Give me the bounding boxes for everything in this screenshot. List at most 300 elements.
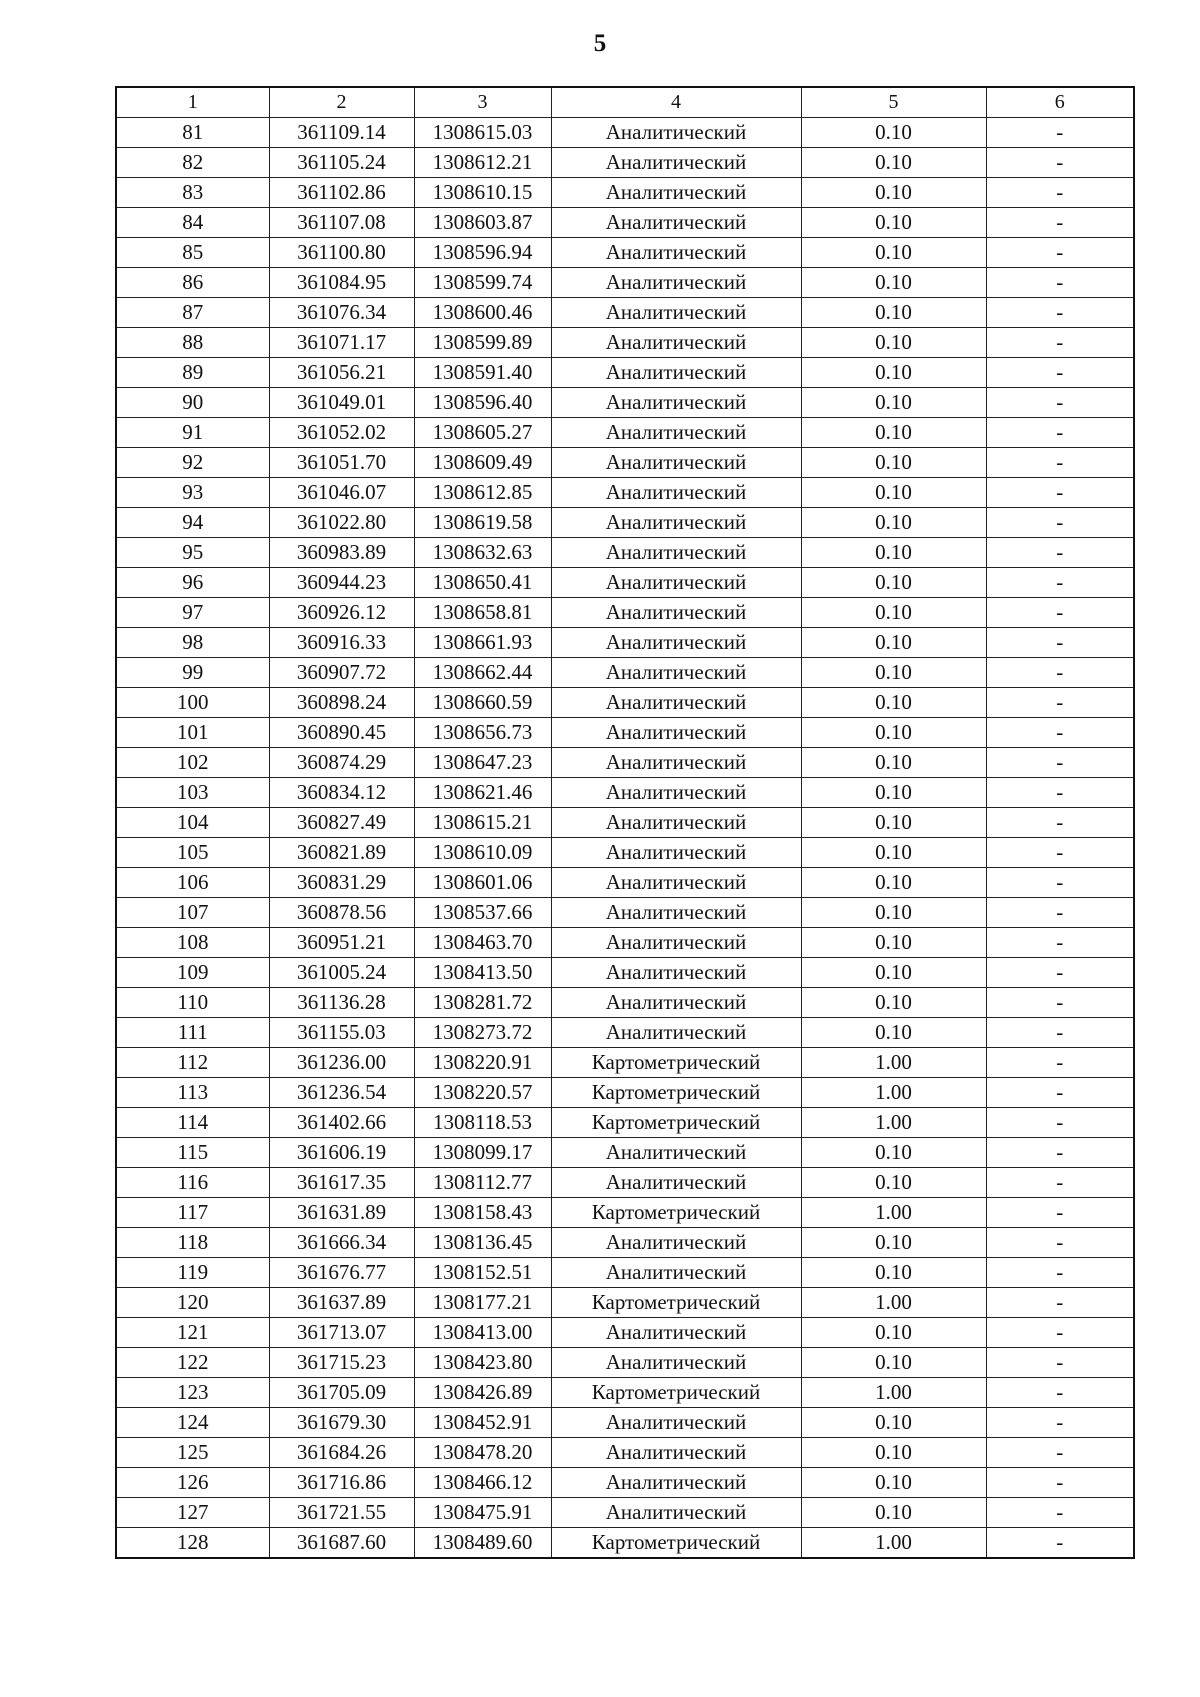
table-row [116, 1348, 1134, 1378]
table-row [116, 328, 1134, 358]
x-coordinate-cell: 361236.00 [269, 1048, 414, 1078]
point-number-cell: 100 [116, 688, 269, 718]
method-cell: Аналитический [551, 448, 801, 478]
y-coordinate-cell: 1308605.27 [414, 418, 551, 448]
point-number-cell: 97 [116, 598, 269, 628]
note-cell: - [986, 988, 1134, 1018]
table-row [116, 1288, 1134, 1318]
point-number-cell: 83 [116, 178, 269, 208]
point-number-cell: 81 [116, 118, 269, 148]
point-number-cell: 119 [116, 1258, 269, 1288]
note-cell: - [986, 328, 1134, 358]
point-number-cell: 117 [116, 1198, 269, 1228]
x-coordinate-cell: 360831.29 [269, 868, 414, 898]
x-coordinate-cell: 361713.07 [269, 1318, 414, 1348]
x-coordinate-cell: 361136.28 [269, 988, 414, 1018]
point-number-cell: 114 [116, 1108, 269, 1138]
method-cell: Аналитический [551, 688, 801, 718]
x-coordinate-cell: 360983.89 [269, 538, 414, 568]
note-cell: - [986, 808, 1134, 838]
method-cell: Аналитический [551, 628, 801, 658]
method-cell: Аналитический [551, 958, 801, 988]
y-coordinate-cell: 1308478.20 [414, 1438, 551, 1468]
note-cell: - [986, 1468, 1134, 1498]
y-coordinate-cell: 1308099.17 [414, 1138, 551, 1168]
table-row [116, 1078, 1134, 1108]
table-row [116, 838, 1134, 868]
y-coordinate-cell: 1308599.89 [414, 328, 551, 358]
y-coordinate-cell: 1308475.91 [414, 1498, 551, 1528]
note-cell: - [986, 1498, 1134, 1528]
y-coordinate-cell: 1308452.91 [414, 1408, 551, 1438]
y-coordinate-cell: 1308647.23 [414, 748, 551, 778]
y-coordinate-cell: 1308619.58 [414, 508, 551, 538]
table-row [116, 1468, 1134, 1498]
y-coordinate-cell: 1308658.81 [414, 598, 551, 628]
note-cell: - [986, 1048, 1134, 1078]
accuracy-cell: 0.10 [801, 1498, 986, 1528]
method-cell: Аналитический [551, 1228, 801, 1258]
x-coordinate-cell: 360944.23 [269, 568, 414, 598]
accuracy-cell: 0.10 [801, 148, 986, 178]
point-number-cell: 116 [116, 1168, 269, 1198]
accuracy-cell: 1.00 [801, 1108, 986, 1138]
point-number-cell: 91 [116, 418, 269, 448]
x-coordinate-cell: 361684.26 [269, 1438, 414, 1468]
accuracy-cell: 0.10 [801, 298, 986, 328]
note-cell: - [986, 1408, 1134, 1438]
accuracy-cell: 0.10 [801, 1348, 986, 1378]
x-coordinate-cell: 361107.08 [269, 208, 414, 238]
accuracy-cell: 0.10 [801, 838, 986, 868]
table-row [116, 688, 1134, 718]
point-number-cell: 127 [116, 1498, 269, 1528]
method-cell: Аналитический [551, 388, 801, 418]
x-coordinate-cell: 361666.34 [269, 1228, 414, 1258]
y-coordinate-cell: 1308612.21 [414, 148, 551, 178]
table-row [116, 1228, 1134, 1258]
note-cell: - [986, 628, 1134, 658]
y-coordinate-cell: 1308177.21 [414, 1288, 551, 1318]
y-coordinate-cell: 1308660.59 [414, 688, 551, 718]
accuracy-cell: 1.00 [801, 1528, 986, 1559]
table-row [116, 118, 1134, 148]
method-cell: Аналитический [551, 928, 801, 958]
method-cell: Аналитический [551, 508, 801, 538]
point-number-cell: 104 [116, 808, 269, 838]
table-row [116, 1108, 1134, 1138]
method-cell: Аналитический [551, 358, 801, 388]
y-coordinate-cell: 1308112.77 [414, 1168, 551, 1198]
accuracy-cell: 1.00 [801, 1288, 986, 1318]
table-row [116, 1498, 1134, 1528]
point-number-cell: 94 [116, 508, 269, 538]
accuracy-cell: 0.10 [801, 718, 986, 748]
point-number-cell: 88 [116, 328, 269, 358]
table-row [116, 628, 1134, 658]
note-cell: - [986, 748, 1134, 778]
accuracy-cell: 0.10 [801, 898, 986, 928]
point-number-cell: 99 [116, 658, 269, 688]
method-cell: Аналитический [551, 1498, 801, 1528]
note-cell: - [986, 418, 1134, 448]
y-coordinate-cell: 1308621.46 [414, 778, 551, 808]
table-row [116, 928, 1134, 958]
y-coordinate-cell: 1308603.87 [414, 208, 551, 238]
x-coordinate-cell: 361631.89 [269, 1198, 414, 1228]
x-coordinate-cell: 361721.55 [269, 1498, 414, 1528]
point-number-cell: 102 [116, 748, 269, 778]
accuracy-cell: 0.10 [801, 688, 986, 718]
note-cell: - [986, 1018, 1134, 1048]
table-row [116, 538, 1134, 568]
method-cell: Аналитический [551, 268, 801, 298]
point-number-cell: 121 [116, 1318, 269, 1348]
method-cell: Аналитический [551, 598, 801, 628]
y-coordinate-cell: 1308423.80 [414, 1348, 551, 1378]
method-cell: Аналитический [551, 718, 801, 748]
table-row [116, 1378, 1134, 1408]
x-coordinate-cell: 361236.54 [269, 1078, 414, 1108]
point-number-cell: 120 [116, 1288, 269, 1318]
point-number-cell: 85 [116, 238, 269, 268]
y-coordinate-cell: 1308281.72 [414, 988, 551, 1018]
table-row [116, 778, 1134, 808]
point-number-cell: 115 [116, 1138, 269, 1168]
note-cell: - [986, 568, 1134, 598]
accuracy-cell: 0.10 [801, 1018, 986, 1048]
y-coordinate-cell: 1308426.89 [414, 1378, 551, 1408]
method-cell: Картометрический [551, 1378, 801, 1408]
x-coordinate-cell: 360907.72 [269, 658, 414, 688]
x-coordinate-cell: 361705.09 [269, 1378, 414, 1408]
point-number-cell: 103 [116, 778, 269, 808]
y-coordinate-cell: 1308662.44 [414, 658, 551, 688]
point-number-cell: 87 [116, 298, 269, 328]
method-cell: Аналитический [551, 238, 801, 268]
point-number-cell: 113 [116, 1078, 269, 1108]
accuracy-cell: 0.10 [801, 1468, 986, 1498]
note-cell: - [986, 1078, 1134, 1108]
accuracy-cell: 0.10 [801, 1438, 986, 1468]
table-row [116, 1048, 1134, 1078]
page-number: 5 [593, 30, 607, 57]
method-cell: Аналитический [551, 1318, 801, 1348]
table-row [116, 1168, 1134, 1198]
accuracy-cell: 0.10 [801, 658, 986, 688]
y-coordinate-cell: 1308466.12 [414, 1468, 551, 1498]
y-coordinate-cell: 1308220.57 [414, 1078, 551, 1108]
table-row [116, 388, 1134, 418]
x-coordinate-cell: 361071.17 [269, 328, 414, 358]
table-row [116, 748, 1134, 778]
method-cell: Аналитический [551, 328, 801, 358]
point-number-cell: 108 [116, 928, 269, 958]
point-number-cell: 93 [116, 478, 269, 508]
y-coordinate-cell: 1308601.06 [414, 868, 551, 898]
point-number-cell: 82 [116, 148, 269, 178]
method-cell: Картометрический [551, 1078, 801, 1108]
table-row [116, 178, 1134, 208]
note-cell: - [986, 928, 1134, 958]
table-row [116, 148, 1134, 178]
table-row [116, 958, 1134, 988]
accuracy-cell: 0.10 [801, 388, 986, 418]
accuracy-cell: 0.10 [801, 568, 986, 598]
point-number-cell: 96 [116, 568, 269, 598]
x-coordinate-cell: 361084.95 [269, 268, 414, 298]
table-row [116, 718, 1134, 748]
table-row [116, 1138, 1134, 1168]
note-cell: - [986, 958, 1134, 988]
accuracy-cell: 0.10 [801, 988, 986, 1018]
method-cell: Аналитический [551, 568, 801, 598]
point-number-cell: 90 [116, 388, 269, 418]
y-coordinate-cell: 1308615.21 [414, 808, 551, 838]
point-number-cell: 111 [116, 1018, 269, 1048]
accuracy-cell: 0.10 [801, 448, 986, 478]
x-coordinate-cell: 360916.33 [269, 628, 414, 658]
y-coordinate-cell: 1308158.43 [414, 1198, 551, 1228]
point-number-cell: 125 [116, 1438, 269, 1468]
x-coordinate-cell: 361005.24 [269, 958, 414, 988]
table-row [116, 1438, 1134, 1468]
method-cell: Картометрический [551, 1528, 801, 1559]
y-coordinate-cell: 1308413.00 [414, 1318, 551, 1348]
table-row [116, 298, 1134, 328]
table-row [116, 808, 1134, 838]
y-coordinate-cell: 1308463.70 [414, 928, 551, 958]
table-row [116, 988, 1134, 1018]
note-cell: - [986, 1138, 1134, 1168]
x-coordinate-cell: 361606.19 [269, 1138, 414, 1168]
y-coordinate-cell: 1308413.50 [414, 958, 551, 988]
point-number-cell: 128 [116, 1528, 269, 1559]
x-coordinate-cell: 361716.86 [269, 1468, 414, 1498]
y-coordinate-cell: 1308600.46 [414, 298, 551, 328]
table-header-row [116, 87, 1134, 118]
point-number-cell: 105 [116, 838, 269, 868]
method-cell: Аналитический [551, 988, 801, 1018]
point-number-cell: 112 [116, 1048, 269, 1078]
accuracy-cell: 1.00 [801, 1198, 986, 1228]
y-coordinate-cell: 1308632.63 [414, 538, 551, 568]
table-row [116, 898, 1134, 928]
note-cell: - [986, 658, 1134, 688]
accuracy-cell: 0.10 [801, 628, 986, 658]
method-cell: Аналитический [551, 1348, 801, 1378]
method-cell: Аналитический [551, 418, 801, 448]
y-coordinate-cell: 1308650.41 [414, 568, 551, 598]
point-number-cell: 124 [116, 1408, 269, 1438]
table-row [116, 868, 1134, 898]
table-row [116, 658, 1134, 688]
point-number-cell: 109 [116, 958, 269, 988]
table-row [116, 1528, 1134, 1559]
method-cell: Картометрический [551, 1198, 801, 1228]
point-number-cell: 110 [116, 988, 269, 1018]
x-coordinate-cell: 360827.49 [269, 808, 414, 838]
table-row [116, 238, 1134, 268]
note-cell: - [986, 868, 1134, 898]
method-cell: Аналитический [551, 118, 801, 148]
method-cell: Аналитический [551, 1438, 801, 1468]
point-number-cell: 107 [116, 898, 269, 928]
method-cell: Аналитический [551, 808, 801, 838]
method-cell: Картометрический [551, 1048, 801, 1078]
note-cell: - [986, 688, 1134, 718]
accuracy-cell: 0.10 [801, 1258, 986, 1288]
note-cell: - [986, 598, 1134, 628]
accuracy-cell: 0.10 [801, 1228, 986, 1258]
point-number-cell: 118 [116, 1228, 269, 1258]
y-coordinate-cell: 1308152.51 [414, 1258, 551, 1288]
table-row [116, 1198, 1134, 1228]
accuracy-cell: 0.10 [801, 778, 986, 808]
table-row [116, 208, 1134, 238]
note-cell: - [986, 1198, 1134, 1228]
x-coordinate-cell: 361715.23 [269, 1348, 414, 1378]
table-row [116, 478, 1134, 508]
method-cell: Аналитический [551, 868, 801, 898]
y-coordinate-cell: 1308609.49 [414, 448, 551, 478]
table-row [116, 358, 1134, 388]
method-cell: Аналитический [551, 658, 801, 688]
table-row [116, 508, 1134, 538]
accuracy-cell: 0.10 [801, 418, 986, 448]
point-number-cell: 101 [116, 718, 269, 748]
note-cell: - [986, 388, 1134, 418]
method-cell: Аналитический [551, 478, 801, 508]
note-cell: - [986, 898, 1134, 928]
note-cell: - [986, 268, 1134, 298]
table-row [116, 568, 1134, 598]
x-coordinate-cell: 361051.70 [269, 448, 414, 478]
x-coordinate-cell: 360874.29 [269, 748, 414, 778]
x-coordinate-cell: 361022.80 [269, 508, 414, 538]
column-header: 6 [986, 87, 1134, 118]
table-row [116, 418, 1134, 448]
table-header [116, 87, 1134, 118]
table-body [116, 118, 1134, 1559]
accuracy-cell: 0.10 [801, 178, 986, 208]
accuracy-cell: 0.10 [801, 868, 986, 898]
note-cell: - [986, 358, 1134, 388]
column-header: 3 [414, 87, 551, 118]
y-coordinate-cell: 1308610.09 [414, 838, 551, 868]
x-coordinate-cell: 361687.60 [269, 1528, 414, 1559]
accuracy-cell: 0.10 [801, 268, 986, 298]
method-cell: Аналитический [551, 298, 801, 328]
coordinates-table [115, 86, 1135, 1559]
accuracy-cell: 0.10 [801, 808, 986, 838]
accuracy-cell: 0.10 [801, 508, 986, 538]
note-cell: - [986, 538, 1134, 568]
y-coordinate-cell: 1308612.85 [414, 478, 551, 508]
point-number-cell: 123 [116, 1378, 269, 1408]
table-row [116, 448, 1134, 478]
note-cell: - [986, 448, 1134, 478]
accuracy-cell: 1.00 [801, 1078, 986, 1108]
note-cell: - [986, 478, 1134, 508]
x-coordinate-cell: 361049.01 [269, 388, 414, 418]
x-coordinate-cell: 360821.89 [269, 838, 414, 868]
point-number-cell: 98 [116, 628, 269, 658]
method-cell: Аналитический [551, 178, 801, 208]
point-number-cell: 106 [116, 868, 269, 898]
y-coordinate-cell: 1308136.45 [414, 1228, 551, 1258]
accuracy-cell: 0.10 [801, 1318, 986, 1348]
note-cell: - [986, 718, 1134, 748]
x-coordinate-cell: 361402.66 [269, 1108, 414, 1138]
accuracy-cell: 0.10 [801, 928, 986, 958]
y-coordinate-cell: 1308615.03 [414, 118, 551, 148]
method-cell: Аналитический [551, 1168, 801, 1198]
method-cell: Аналитический [551, 148, 801, 178]
x-coordinate-cell: 361102.86 [269, 178, 414, 208]
table-row [116, 1018, 1134, 1048]
note-cell: - [986, 1528, 1134, 1559]
method-cell: Картометрический [551, 1288, 801, 1318]
point-number-cell: 86 [116, 268, 269, 298]
method-cell: Аналитический [551, 208, 801, 238]
accuracy-cell: 0.10 [801, 478, 986, 508]
table-row [116, 1408, 1134, 1438]
x-coordinate-cell: 361076.34 [269, 298, 414, 328]
note-cell: - [986, 1318, 1134, 1348]
accuracy-cell: 0.10 [801, 238, 986, 268]
y-coordinate-cell: 1308661.93 [414, 628, 551, 658]
accuracy-cell: 0.10 [801, 1408, 986, 1438]
point-number-cell: 122 [116, 1348, 269, 1378]
table-row [116, 1258, 1134, 1288]
column-header: 1 [116, 87, 269, 118]
note-cell: - [986, 1288, 1134, 1318]
y-coordinate-cell: 1308596.40 [414, 388, 551, 418]
y-coordinate-cell: 1308118.53 [414, 1108, 551, 1138]
accuracy-cell: 0.10 [801, 1138, 986, 1168]
y-coordinate-cell: 1308537.66 [414, 898, 551, 928]
method-cell: Аналитический [551, 838, 801, 868]
accuracy-cell: 0.10 [801, 748, 986, 778]
note-cell: - [986, 1168, 1134, 1198]
note-cell: - [986, 508, 1134, 538]
method-cell: Аналитический [551, 538, 801, 568]
x-coordinate-cell: 360951.21 [269, 928, 414, 958]
x-coordinate-cell: 361676.77 [269, 1258, 414, 1288]
table-row [116, 1318, 1134, 1348]
column-header: 2 [269, 87, 414, 118]
note-cell: - [986, 778, 1134, 808]
note-cell: - [986, 1378, 1134, 1408]
x-coordinate-cell: 361637.89 [269, 1288, 414, 1318]
note-cell: - [986, 148, 1134, 178]
x-coordinate-cell: 361052.02 [269, 418, 414, 448]
method-cell: Аналитический [551, 748, 801, 778]
x-coordinate-cell: 361617.35 [269, 1168, 414, 1198]
note-cell: - [986, 118, 1134, 148]
method-cell: Аналитический [551, 1018, 801, 1048]
y-coordinate-cell: 1308591.40 [414, 358, 551, 388]
x-coordinate-cell: 361100.80 [269, 238, 414, 268]
y-coordinate-cell: 1308489.60 [414, 1528, 551, 1559]
x-coordinate-cell: 360878.56 [269, 898, 414, 928]
accuracy-cell: 1.00 [801, 1378, 986, 1408]
accuracy-cell: 0.10 [801, 118, 986, 148]
note-cell: - [986, 1348, 1134, 1378]
x-coordinate-cell: 361046.07 [269, 478, 414, 508]
x-coordinate-cell: 360926.12 [269, 598, 414, 628]
